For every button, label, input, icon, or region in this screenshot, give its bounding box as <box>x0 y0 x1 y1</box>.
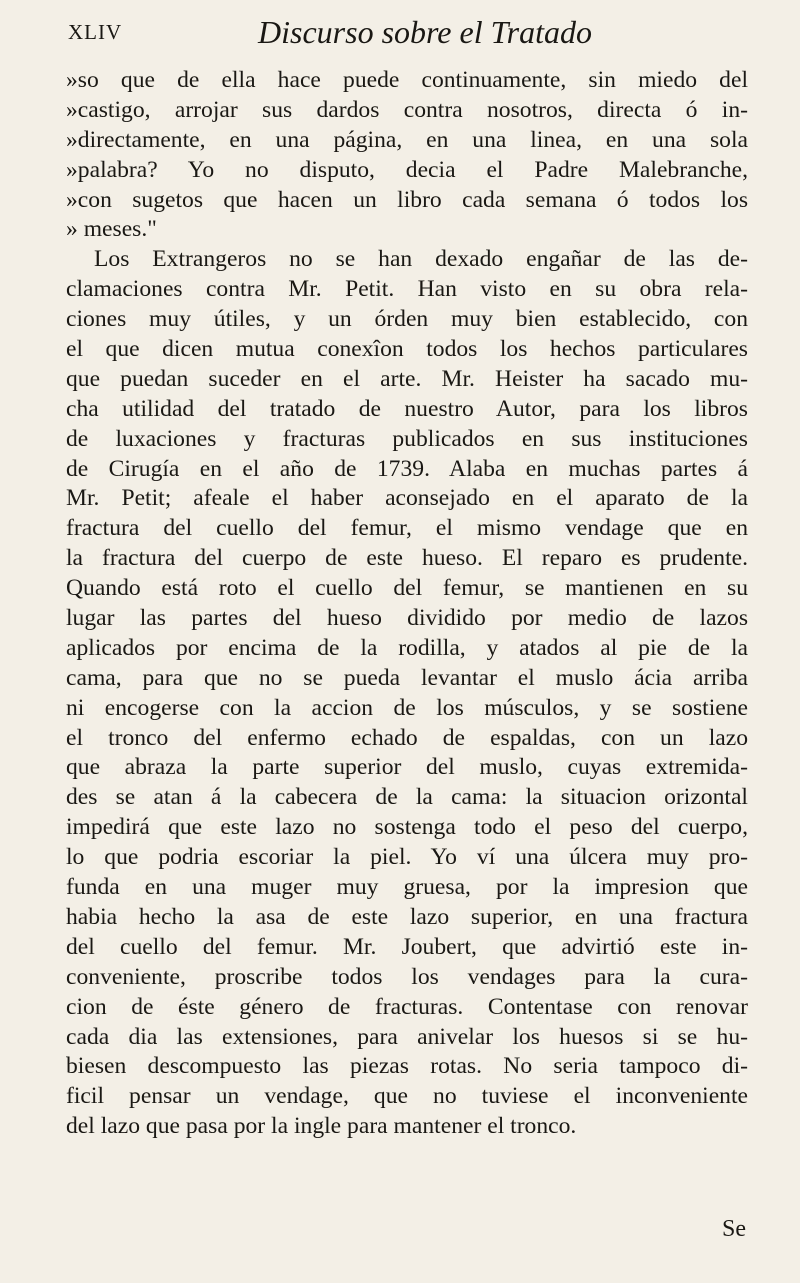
text-line: » meses." <box>66 216 157 243</box>
body-text <box>66 66 748 1142</box>
text-line: la fractura del cuerpo de este hueso. El reparo es prudente. <box>66 545 748 572</box>
text-line: clamaciones contra Mr. Petit. Han visto en su obra rela- <box>66 276 748 303</box>
text-line: Los Extrangeros no se han dexado engañar de las de- <box>94 246 748 273</box>
page-number: XLIV <box>68 20 123 44</box>
text-line: impedirá que este lazo no sostenga todo el peso del cuerpo, <box>66 814 748 841</box>
text-line: »palabra? Yo no disputo, decia el Padre Malebranche, <box>66 156 748 183</box>
text-line: ficil pensar un vendage, que no tuviese el inconveniente <box>66 1083 748 1110</box>
text-line: cha utilidad del tratado de nuestro Autor, para los libros <box>66 395 748 422</box>
text-line: cada dia las extensiones, para anivelar los huesos si se hu- <box>66 1023 748 1050</box>
text-line: des se atan á la cabecera de la cama: la situacion orizontal <box>66 784 748 811</box>
text-line: Mr. Petit; afeale el haber aconsejado en el aparato de la <box>66 485 748 512</box>
text-line: lugar las partes del hueso dividido por medio de lazos <box>66 605 748 632</box>
text-line: biesen descompuesto las piezas rotas. No seria tampoco di- <box>66 1053 748 1080</box>
page-header <box>68 14 728 54</box>
text-line: de Cirugía en el año de 1739. Alaba en muchas partes á <box>66 455 748 482</box>
text-line: ni encogerse con la accion de los músculos, y se sostiene <box>66 694 748 721</box>
text-line: funda en una muger muy gruesa, por la impresion que <box>66 874 748 901</box>
text-line: aplicados por encima de la rodilla, y atados al pie de la <box>66 634 748 661</box>
text-line: habia hecho la asa de este lazo superior, en una fractura <box>66 903 748 930</box>
text-line: Quando está roto el cuello del femur, se mantienen en su <box>66 575 748 602</box>
text-line: el que dicen mutua conexîon todos los hechos particulares <box>66 336 748 363</box>
text-line: el tronco del enfermo echado de espaldas, con un lazo <box>66 724 748 751</box>
text-line: ciones muy útiles, y un órden muy bien establecido, con <box>66 306 748 333</box>
text-line: cion de éste género de fracturas. Contentase con renovar <box>66 993 748 1020</box>
text-line: »so que de ella hace puede continuamente, sin miedo del <box>66 67 748 93</box>
text-line: de luxaciones y fracturas publicados en sus instituciones <box>66 425 748 452</box>
text-line: lo que podria escoriar la piel. Yo ví una úlcera muy pro- <box>66 844 748 871</box>
text-line: cama, para que no se pueda levantar el muslo ácia arriba <box>66 664 748 691</box>
catchword: Se <box>722 1216 746 1242</box>
text-line: fractura del cuello del femur, el mismo vendage que en <box>66 515 748 542</box>
text-line: »directamente, en una página, en una linea, en una sola <box>66 126 748 153</box>
text-line: que abraza la parte superior del muslo, cuyas extremida- <box>66 754 748 781</box>
text-line: del cuello del femur. Mr. Joubert, que advirtió este in- <box>66 933 748 960</box>
text-line: conveniente, proscribe todos los vendages para la cura- <box>66 963 748 990</box>
text-line: que puedan suceder en el arte. Mr. Heister ha sacado mu- <box>66 365 748 392</box>
running-title: Discurso sobre el Tratado <box>258 14 592 50</box>
text-line: del lazo que pasa por la ingle para mantener el tronco. <box>66 1113 577 1140</box>
text-line: »castigo, arrojar sus dardos contra nosotros, directa ó in- <box>66 96 748 123</box>
text-line: »con sugetos que hacen un libro cada semana ó todos los <box>66 186 748 213</box>
